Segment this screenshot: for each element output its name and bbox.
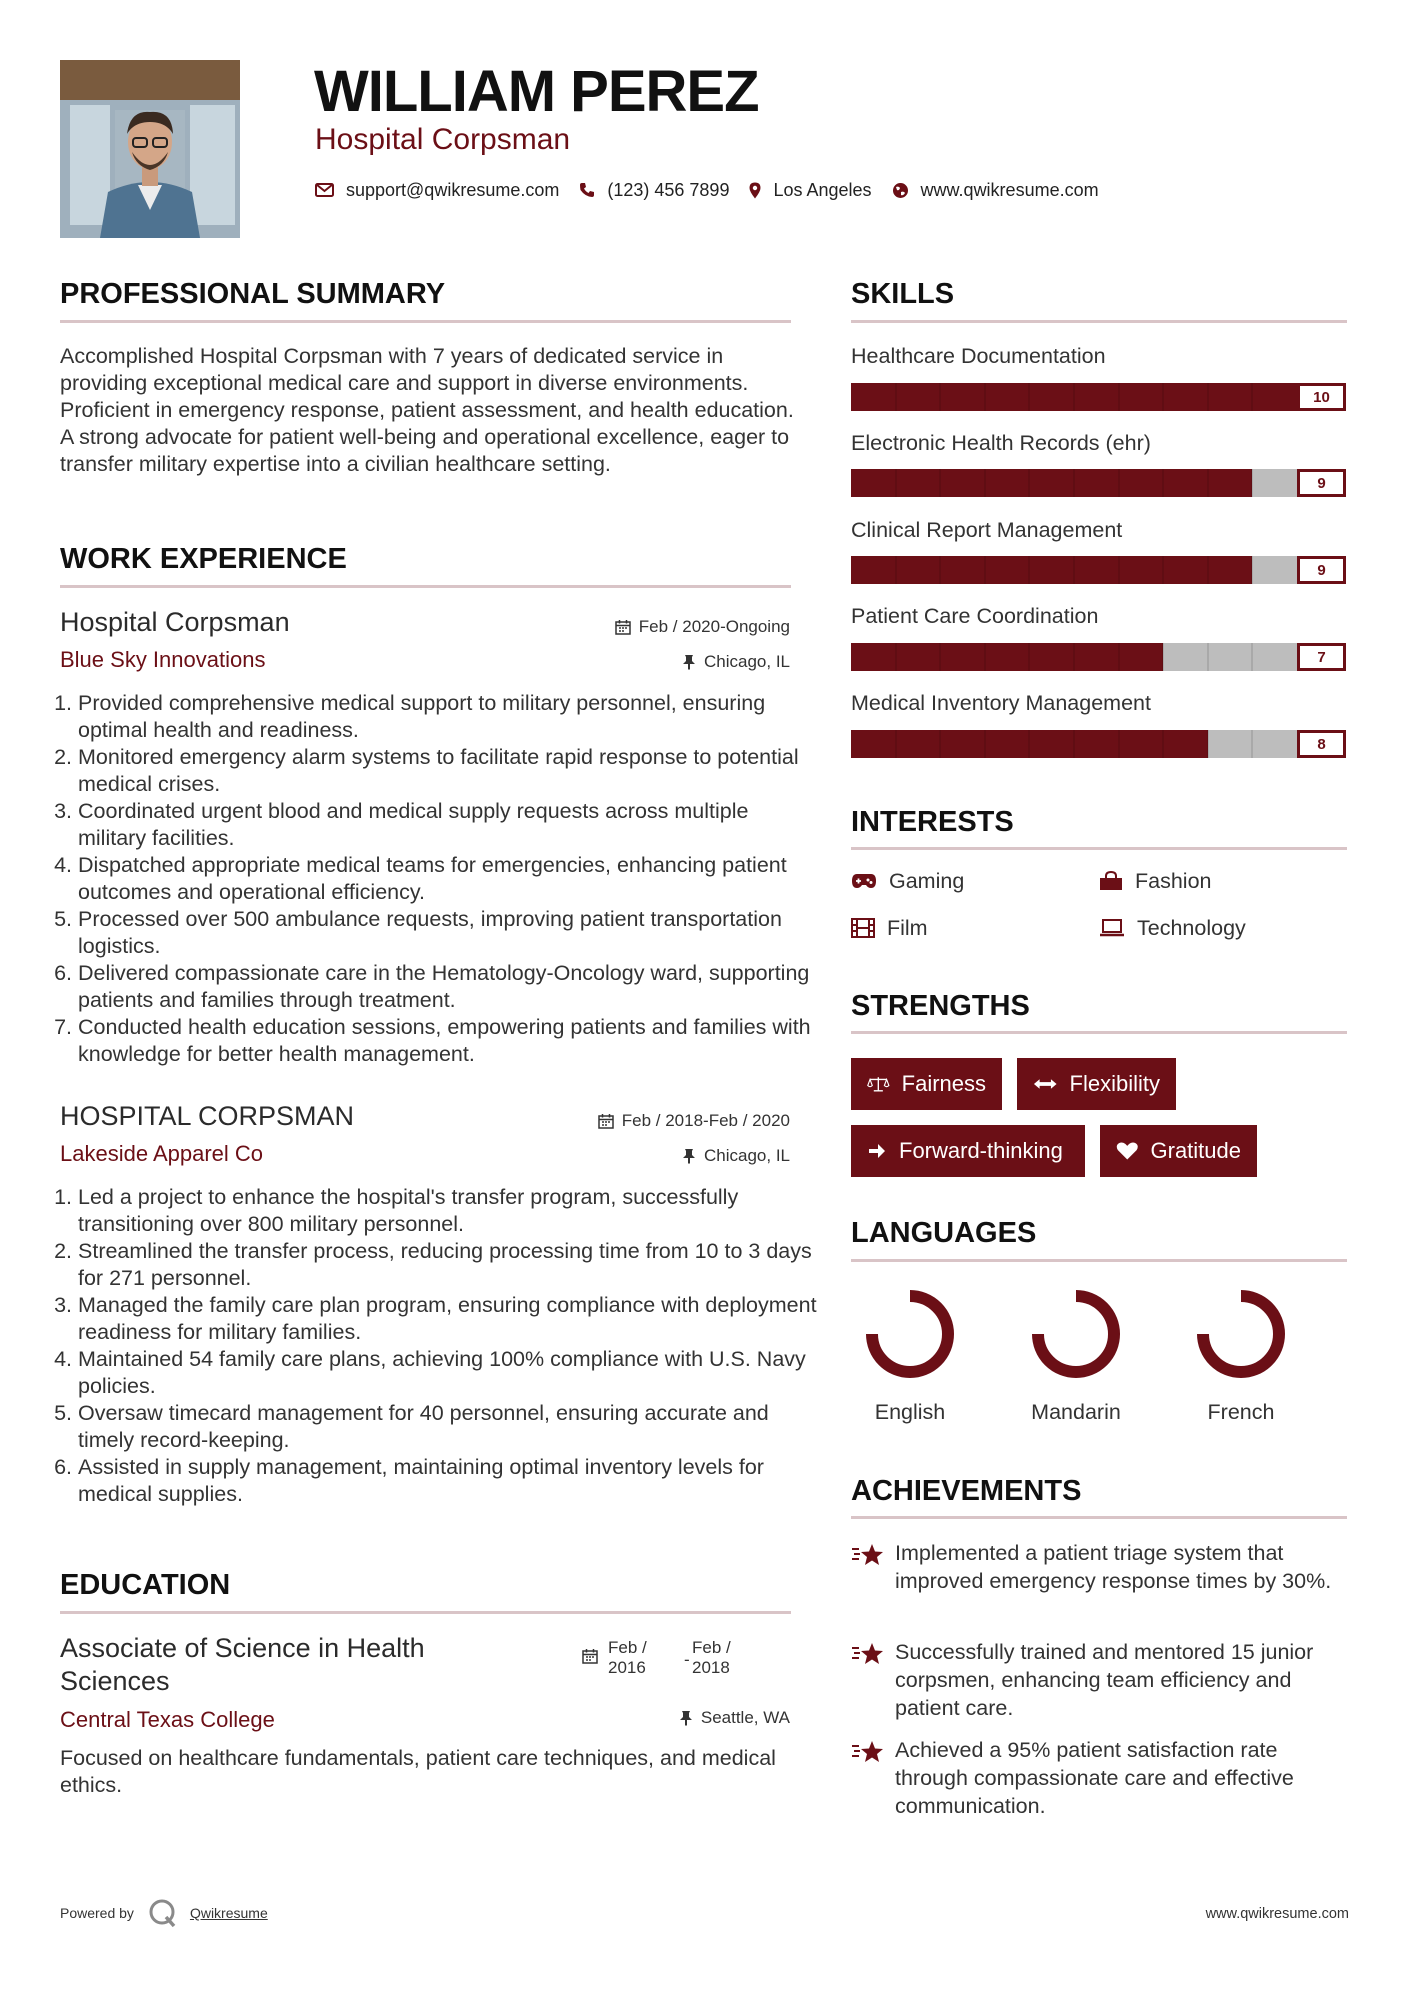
strengths-divider xyxy=(851,1031,1347,1034)
language-label: English xyxy=(874,1400,946,1424)
skill-bar-segment xyxy=(1028,556,1030,584)
strength-label: Forward-thinking xyxy=(899,1138,1063,1163)
skill-bar-segment xyxy=(1162,383,1164,411)
skill-bar-segment xyxy=(984,643,986,671)
skill-bar-segment xyxy=(895,730,897,758)
job-2-dates xyxy=(598,1110,790,1132)
list-item: 3. Managed the family care plan program, ensuring compliance with deployment readiness for military families. xyxy=(78,1292,818,1346)
gamepad-icon xyxy=(851,873,877,889)
phone-text: (123) 456 7899 xyxy=(607,180,730,200)
interest-fashion xyxy=(1099,867,1212,895)
candidate-title: Hospital Corpsman xyxy=(315,123,571,156)
powered-by-text: Powered by xyxy=(60,1905,134,1921)
strength-gratitude xyxy=(1100,1125,1257,1177)
qwikresume-link[interactable]: Qwikresume xyxy=(189,1905,268,1921)
skill-bar-segment xyxy=(895,469,897,497)
skill-bar xyxy=(851,469,1297,497)
avatar xyxy=(60,60,240,238)
experience-divider xyxy=(60,585,791,588)
skill-bar-segment xyxy=(984,730,986,758)
skill-bar-segment xyxy=(1251,730,1253,758)
skill-bar-segment xyxy=(1073,469,1075,497)
map-pin-icon xyxy=(749,182,761,199)
globe-icon xyxy=(892,182,909,199)
job-1-dates xyxy=(615,616,790,638)
strength-forward-thinking xyxy=(851,1125,1085,1177)
job-2-title: HOSPITAL CORPSMAN xyxy=(60,1101,355,1131)
school-name: Central Texas College xyxy=(60,1707,275,1732)
skill-bar-segment xyxy=(1028,383,1030,411)
skill-bar-segment xyxy=(895,383,897,411)
skill-bar-segment xyxy=(1073,730,1075,758)
education-start xyxy=(608,1638,684,1678)
skill-bar xyxy=(851,643,1297,671)
skill-bar-segment xyxy=(939,730,941,758)
skill-bar-segment xyxy=(1118,643,1120,671)
skill-bar-fill xyxy=(851,643,1163,671)
skills-heading: SKILLS xyxy=(851,278,955,310)
skill-bar-fill xyxy=(851,556,1252,584)
language-french xyxy=(1181,1284,1301,1389)
job-1-location xyxy=(682,651,790,673)
list-item: 1. Provided comprehensive medical support to military personnel, ensuring optimal health and readiness. xyxy=(78,690,818,744)
calendar-icon xyxy=(582,1648,598,1664)
contact-website[interactable] xyxy=(892,178,1099,202)
job-2-dates-text: Feb / 2018-Feb / 2020 xyxy=(621,1111,790,1130)
achievement-text: Successfully trained and mentored 15 junior corpsmen, enhancing team efficiency and patient care. xyxy=(895,1640,1314,1720)
interests-divider xyxy=(851,847,1347,850)
skill-bar xyxy=(851,730,1297,758)
end-month: Feb / xyxy=(692,1638,731,1657)
skill-bar-segment xyxy=(939,469,941,497)
start-month: Feb / xyxy=(608,1638,647,1657)
strength-label: Flexibility xyxy=(1069,1071,1160,1096)
education-end xyxy=(684,1638,731,1678)
pushpin-icon xyxy=(682,654,696,670)
strengths-heading: STRENGTHS xyxy=(851,990,1030,1022)
footer-website[interactable]: www.qwikresume.com xyxy=(1205,1906,1349,1922)
language-label: Mandarin xyxy=(1031,1400,1121,1424)
job-1-bullets xyxy=(54,690,818,1068)
skill-bar-segment xyxy=(1207,556,1209,584)
skill-bar-segment xyxy=(1073,643,1075,671)
skill-bar-segment xyxy=(1251,469,1253,497)
skill-bar-segment xyxy=(1028,469,1030,497)
interest-gaming xyxy=(851,867,964,895)
language-ring xyxy=(1026,1284,1126,1384)
education-dates xyxy=(582,1638,731,1678)
language-ring xyxy=(1191,1284,1291,1384)
skill-bar-segment xyxy=(1207,383,1209,411)
job-2-location-text: Chicago, IL xyxy=(704,1146,790,1165)
contact-location xyxy=(749,178,871,202)
skill-bar-segment xyxy=(1028,730,1030,758)
balance-scale-icon xyxy=(867,1073,890,1095)
star-icon xyxy=(851,1736,895,1820)
education-location xyxy=(679,1707,790,1729)
job-1-dates-text: Feb / 2020-Ongoing xyxy=(638,617,790,636)
qwikresume-logo-icon xyxy=(148,1898,178,1928)
language-arc xyxy=(1203,1296,1279,1372)
summary-text: Accomplished Hospital Corpsman with 7 years of dedicated service in providing exceptional medical care and support in diverse environments. Proficient in emergency response, patient assessment, and health education. A strong advocate for patient well-being and operational excellence, eager to transfer military expertise into a civilian healthcare setting. xyxy=(60,344,794,476)
email-text: support@qwikresume.com xyxy=(346,180,560,200)
interest-label: Fashion xyxy=(1135,869,1212,893)
star-icon xyxy=(851,1638,895,1722)
job-1-title: Hospital Corpsman xyxy=(60,607,290,637)
skill-bar-segment xyxy=(1162,643,1164,671)
skill-bar-segment xyxy=(984,469,986,497)
degree-title: Associate of Science in Health Sciences xyxy=(60,1633,425,1696)
calendar-icon xyxy=(598,1113,614,1129)
interest-label: Film xyxy=(887,916,928,940)
laptop-icon xyxy=(1099,919,1125,937)
job-1-location-text: Chicago, IL xyxy=(704,652,790,671)
skill-score: 9 xyxy=(1297,556,1346,584)
skill-bar-segment xyxy=(895,556,897,584)
list-item: 4. Maintained 54 family care plans, achieving 100% compliance with U.S. Navy policies. xyxy=(78,1346,818,1400)
job-2-company: Lakeside Apparel Co xyxy=(60,1141,264,1166)
list-item: 5. Oversaw timecard management for 40 personnel, ensuring accurate and timely record-keeping. xyxy=(78,1400,818,1454)
skill-bar-segment xyxy=(1162,556,1164,584)
skill-bar-segment xyxy=(1251,643,1253,671)
list-item: 6. Assisted in supply management, maintaining optimal inventory levels for medical supplies. xyxy=(78,1454,818,1508)
language-arc xyxy=(872,1296,948,1372)
skill-bar-segment xyxy=(1073,556,1075,584)
skill-score: 10 xyxy=(1297,383,1346,411)
education-divider xyxy=(60,1611,791,1614)
skill-bar-segment xyxy=(1162,730,1164,758)
list-item: 1. Led a project to enhance the hospital's transfer program, successfully transitioning over 800 military personnel. xyxy=(78,1184,818,1238)
skill-bar-segment xyxy=(1028,643,1030,671)
strength-label: Gratitude xyxy=(1150,1138,1241,1163)
envelope-icon xyxy=(315,183,334,197)
skill-bar-segment xyxy=(1207,730,1209,758)
list-item: 4. Dispatched appropriate medical teams for emergencies, enhancing patient outcomes and operational efficiency. xyxy=(78,852,818,906)
end-year: 2018 xyxy=(692,1658,730,1677)
arrow-right-icon xyxy=(867,1141,887,1161)
summary-divider xyxy=(60,320,791,323)
skill-bar-segment xyxy=(984,383,986,411)
website-text: www.qwikresume.com xyxy=(920,180,1099,200)
contact-phone[interactable] xyxy=(579,178,729,202)
heart-icon xyxy=(1116,1141,1139,1161)
location-text: Los Angeles xyxy=(773,180,872,200)
languages-heading: LANGUAGES xyxy=(851,1217,1037,1249)
language-mandarin xyxy=(1016,1284,1136,1389)
skill-bar-segment xyxy=(1207,643,1209,671)
education-location-text: Seattle, WA xyxy=(700,1708,790,1727)
film-icon xyxy=(851,918,875,938)
skill-bar-segment xyxy=(1251,383,1253,411)
skill-bar-segment xyxy=(1207,469,1209,497)
list-item: 2. Monitored emergency alarm systems to facilitate rapid response to potential medical crises. xyxy=(78,744,818,798)
pushpin-icon xyxy=(679,1710,693,1726)
profile-photo xyxy=(60,60,240,238)
skill-label: Clinical Report Management xyxy=(851,518,1123,542)
start-year: 2016 xyxy=(608,1658,646,1677)
achievement-text: Implemented a patient triage system that improved emergency response times by 30%. xyxy=(895,1541,1332,1593)
job-2-bullets xyxy=(54,1184,818,1508)
contact-email[interactable] xyxy=(315,178,559,202)
skill-bar xyxy=(851,383,1297,411)
skill-bar-segment xyxy=(1162,469,1164,497)
language-arc xyxy=(1038,1296,1114,1372)
experience-heading: WORK EXPERIENCE xyxy=(60,543,347,575)
list-item: 2. Streamlined the transfer process, reducing processing time from 10 to 3 days for 271 personnel. xyxy=(78,1238,818,1292)
skill-bar-segment xyxy=(939,383,941,411)
list-item: 3. Coordinated urgent blood and medical supply requests across multiple military facilities. xyxy=(78,798,818,852)
list-item: 5. Processed over 500 ambulance requests, improving patient transportation logistics. xyxy=(78,906,818,960)
skill-bar-segment xyxy=(939,643,941,671)
skill-bar-segment xyxy=(1118,730,1120,758)
skill-score: 9 xyxy=(1297,469,1346,497)
achievement-text: Achieved a 95% patient satisfaction rate through compassionate care and effective communication. xyxy=(895,1738,1294,1818)
footer-branding xyxy=(60,1898,268,1928)
strength-flexibility xyxy=(1017,1058,1176,1110)
list-item: 7. Conducted health education sessions, empowering patients and families with knowledge for better health management. xyxy=(78,1014,818,1068)
skill-score: 8 xyxy=(1297,730,1346,758)
achievement-item xyxy=(851,1539,1351,1595)
skill-label: Medical Inventory Management xyxy=(851,691,1151,715)
skill-label: Patient Care Coordination xyxy=(851,604,1099,628)
job-2-location xyxy=(682,1145,790,1167)
candidate-name: WILLIAM PEREZ xyxy=(314,59,759,124)
arrows-horizontal-icon xyxy=(1033,1077,1058,1091)
strength-label: Fairness xyxy=(901,1071,986,1096)
language-label: French xyxy=(1207,1400,1275,1424)
pushpin-icon xyxy=(682,1148,696,1164)
achievement-item xyxy=(851,1638,1351,1722)
interest-film xyxy=(851,914,928,942)
skill-bar-segment xyxy=(984,556,986,584)
skill-bar-segment xyxy=(1118,383,1120,411)
skill-label: Electronic Health Records (ehr) xyxy=(851,431,1151,455)
skill-bar-segment xyxy=(939,556,941,584)
language-ring xyxy=(860,1284,960,1384)
skill-score: 7 xyxy=(1297,643,1346,671)
language-english xyxy=(850,1284,970,1389)
skills-divider xyxy=(851,320,1347,323)
skill-bar-fill xyxy=(851,469,1252,497)
skill-bar-segment xyxy=(895,643,897,671)
achievement-item xyxy=(851,1736,1351,1820)
interests-heading: INTERESTS xyxy=(851,806,1014,838)
skill-label: Healthcare Documentation xyxy=(851,344,1106,368)
education-description: Focused on healthcare fundamentals, patient care techniques, and medical ethics. xyxy=(60,1746,776,1797)
interest-label: Gaming xyxy=(889,869,965,893)
phone-icon xyxy=(579,182,595,198)
interest-technology xyxy=(1099,914,1246,942)
achievements-heading: ACHIEVEMENTS xyxy=(851,1475,1082,1507)
summary-heading: PROFESSIONAL SUMMARY xyxy=(60,278,446,310)
job-1-company: Blue Sky Innovations xyxy=(60,647,266,672)
shopping-bag-icon xyxy=(1099,871,1123,891)
calendar-icon xyxy=(615,619,631,635)
skill-bar-segment xyxy=(1118,556,1120,584)
education-heading: EDUCATION xyxy=(60,1569,231,1601)
skill-bar-segment xyxy=(1073,383,1075,411)
list-item: 6. Delivered compassionate care in the Hematology-Oncology ward, supporting patients and families through treatment. xyxy=(78,960,818,1014)
skill-bar-segment xyxy=(1251,556,1253,584)
contact-bar xyxy=(315,178,1119,202)
skill-bar xyxy=(851,556,1297,584)
achievements-divider xyxy=(851,1516,1347,1519)
date-dash: - xyxy=(684,1650,690,1669)
strength-fairness xyxy=(851,1058,1002,1110)
interest-label: Technology xyxy=(1137,916,1246,940)
languages-divider xyxy=(851,1259,1347,1262)
star-icon xyxy=(851,1539,895,1595)
skill-bar-segment xyxy=(1118,469,1120,497)
